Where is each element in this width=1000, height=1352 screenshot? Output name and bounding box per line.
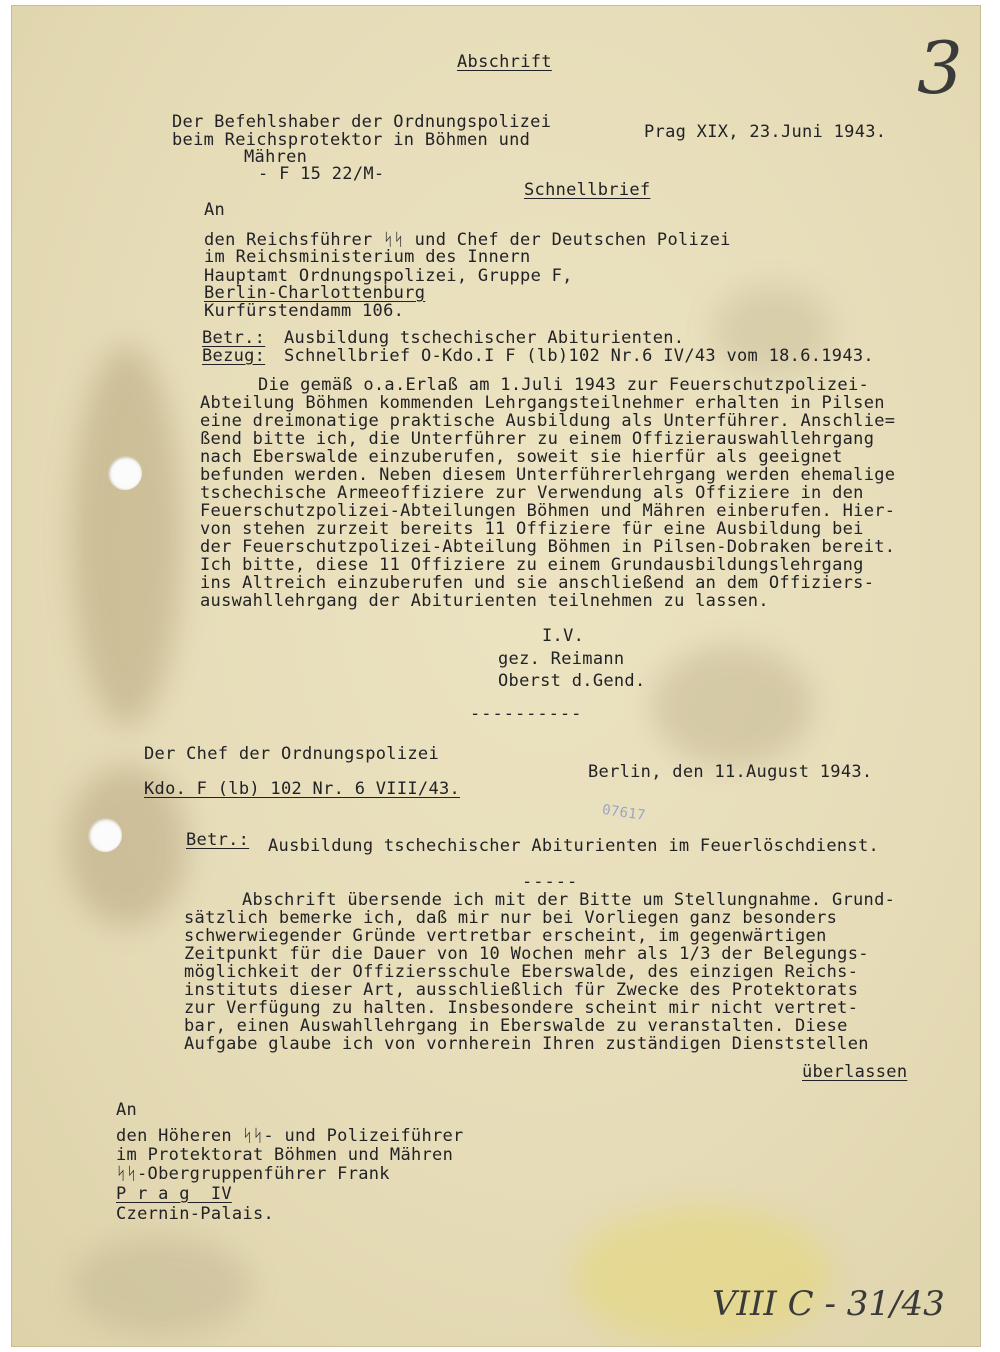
sender-line: Mähren [244, 147, 308, 167]
body-line: tschechische Armeeoffiziere zur Verwendung als Offiziere in den [200, 483, 864, 503]
place-date: Prag XIX, 23.Juni 1943. [644, 122, 887, 142]
document-title: Abschrift [457, 52, 552, 72]
stain [652, 646, 812, 766]
body-line: auswahllehrgang der Abiturienten teilnehmen zu lassen. [200, 591, 769, 611]
body-line: nach Eberswalde einzuberufen, soweit sie hierfür als geeignet [200, 447, 843, 467]
body-line: Abschrift übersende ich mit der Bitte um Stellungnahme. Grund- [242, 890, 896, 910]
body-line: ins Altreich einzuberufen und sie anschließend an dem Offiziers- [200, 573, 875, 593]
sender-line: beim Reichsprotektor in Böhmen und [172, 130, 531, 150]
body-line: der Feuerschutzpolizei-Abteilung Böhmen in Pilsen-Dobraken bereit. [200, 537, 896, 557]
recipient-line: im Reichsministerium des Innern [204, 247, 531, 267]
sender-name: Der Chef der Ordnungspolizei [144, 744, 439, 764]
reference-label: Bezug: [202, 346, 266, 366]
subject-label: Betr.: [186, 830, 250, 850]
reference-text: Schnellbrief O-Kdo.I F (lb)102 Nr.6 IV/43 vom 18.6.1943. [284, 346, 874, 366]
place-date: Berlin, den 11.August 1943. [588, 762, 873, 782]
recipient-city: P r a g IV [116, 1184, 232, 1204]
recipient-street: Czernin-Palais. [116, 1204, 275, 1224]
subject-text: Ausbildung tschechischer Abiturienten. [284, 328, 685, 348]
letter-type: Schnellbrief [524, 180, 651, 200]
body-line: Feuerschutzpolizei-Abteilungen Böhmen und Mähren einberufen. Hier- [200, 501, 896, 521]
body-line: von stehen zurzeit bereits 11 Offiziere für eine Ausbildung bei [200, 519, 864, 539]
sender-line: Der Befehlshaber der Ordnungspolizei [172, 112, 552, 132]
body-line: sätzlich bemerke ich, daß mir nur bei Vorliegen ganz besonders [184, 908, 838, 928]
file-mark: VIII C - 31/43 [712, 1284, 945, 1324]
body-line: bar, einen Auswahllehrgang in Eberswalde zu veranstalten. Diese [184, 1016, 848, 1036]
stain [572, 1206, 832, 1346]
stain [72, 1236, 252, 1336]
body-line: Die gemäß o.a.Erlaß am 1.Juli 1943 zur Feuerschutzpolizei- [258, 375, 870, 395]
body-line: Ich bitte, diese 11 Offiziere zu einem Grundausbildungslehrgang [200, 555, 864, 575]
signature-line: I.V. [542, 626, 585, 646]
body-line: schwerwiegender Gründe vertretbar erscheint, im gegenwärtigen [184, 926, 827, 946]
closing-word: überlassen [802, 1062, 908, 1082]
recipient-line: den Höheren ᛋᛋ- und Polizeiführer [116, 1126, 464, 1146]
signature-line: gez. Reimann [498, 649, 625, 669]
stain [72, 346, 182, 726]
recipient-line: An [116, 1100, 138, 1120]
recipient-street: Kurfürstendamm 106. [204, 301, 405, 321]
punch-hole [108, 456, 142, 490]
recipient-line: den Reichsführer ᛋᛋ und Chef der Deutschen Polizei [204, 230, 731, 250]
file-reference: - F 15 22/M- [258, 164, 385, 184]
body-line: ßend bitte ich, die Unterführer zu einem Offizierauswahllehrgang [200, 429, 875, 449]
recipient-line: Hauptamt Ordnungspolizei, Gruppe F, [204, 266, 573, 286]
separator: ---------- [470, 704, 583, 724]
document-page [12, 6, 980, 1346]
body-line: befunden werden. Neben diesem Unterführerlehrgang werden ehemalige [200, 465, 896, 485]
body-line: Zeitpunkt für die Dauer von 10 Wochen mehr als 1/3 der Belegungs- [184, 944, 869, 964]
recipient-line: An [204, 200, 226, 220]
separator: ----- [522, 872, 579, 892]
body-line: zur Verfügung zu halten. Insbesondere scheint mir nicht vertret- [184, 998, 859, 1018]
signature-line: Oberst d.Gend. [498, 671, 646, 691]
stamp-number: 07617 [601, 802, 647, 824]
subject-label: Betr.: [202, 328, 266, 348]
recipient-city: Berlin-Charlottenburg [204, 283, 426, 303]
body-line: Abteilung Böhmen kommenden Lehrgangsteilnehmer erhalten in Pilsen [200, 393, 885, 413]
recipient-line: im Protektorat Böhmen und Mähren [116, 1145, 454, 1165]
recipient-line: ᛋᛋ-Obergruppenführer Frank [116, 1164, 390, 1184]
file-reference: Kdo. F (lb) 102 Nr. 6 VIII/43. [144, 779, 461, 799]
body-line: instituts dieser Art, ausschließlich für Zwecke des Protektorats [184, 980, 859, 1000]
body-line: eine dreimonatige praktische Ausbildung als Unterführer. Anschlie= [200, 411, 896, 431]
body-line: möglichkeit der Offiziersschule Eberswalde, des einzigen Reichs- [184, 962, 859, 982]
subject-text: Ausbildung tschechischer Abiturienten im Feuerlöschdienst. [268, 836, 880, 856]
punch-hole [88, 818, 122, 852]
body-line: Aufgabe glaube ich von vornherein Ihren zuständigen Dienststellen [184, 1034, 869, 1054]
page-number: 3 [917, 26, 963, 110]
